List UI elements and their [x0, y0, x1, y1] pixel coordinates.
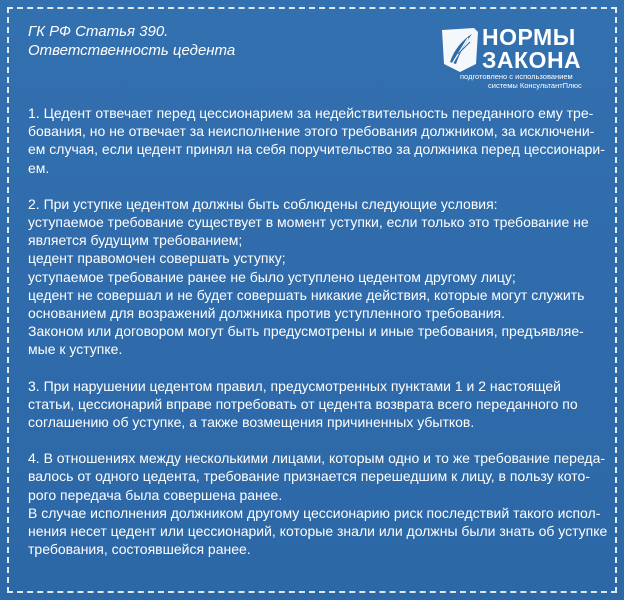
- title-line-2: Ответственность цедента: [28, 42, 236, 59]
- text-line: статьи, цессионарий вправе потребовать от цедента возврата всего переданного по: [28, 395, 578, 412]
- text-line: рого передача была совершена ранее.: [28, 486, 283, 503]
- text-line: 1. Цедент отвечает перед цессионарием за недействительность переданного ему тре-: [28, 105, 594, 121]
- text-line: нения несет цедент или цессионарий, которые знали или должны были знать об уступке: [28, 523, 608, 540]
- text-line: 4. В отношениях между несколькими лицами, которым одно и то же требование переда-: [28, 450, 606, 467]
- logo-word-zakona: ЗАКОНА: [482, 47, 582, 73]
- paragraph-1: [28, 104, 605, 177]
- text-line: цедент правомочен совершать уступку;: [28, 250, 286, 267]
- text-line: В случае исполнения должником другому цессионарию риск последствий такого испол-: [28, 504, 601, 521]
- paragraph-3: [28, 377, 598, 432]
- text-line: уступаемое требование ранее не было уступлено цедентом другому лицу;: [28, 268, 516, 285]
- page-title: [28, 22, 235, 60]
- normy-zakona-logo: [438, 22, 608, 90]
- text-line: 3. При нарушении цедентом правил, предусмотренных пунктами 1 и 2 настоящей: [28, 377, 561, 394]
- paragraph-4: [28, 449, 608, 558]
- text-line: бования, но не отвечает за неисполнение этого требования должником, за исключени-: [28, 123, 595, 140]
- feather-quill-icon: [438, 24, 482, 74]
- text-line: мые к уступке.: [28, 341, 123, 358]
- text-line: Законом или договором могут быть предусмотрены и иные требования, предъявляе-: [28, 323, 584, 340]
- text-line: основанием для возражений должника против уступленного требования.: [28, 305, 505, 322]
- article-body: [28, 104, 608, 576]
- logo-word-normy: НОРМЫ: [482, 24, 576, 50]
- logo-subtitle-2: системы КонсультантПлюс: [488, 81, 582, 90]
- text-line: ем случая, если цедент принял на себя поручительство за должника перед цессионари-: [28, 141, 605, 158]
- text-line: уступаемое требование существует в момент уступки, если только это требование не: [28, 214, 589, 231]
- paragraph-2: [28, 195, 598, 359]
- title-line-1: ГК РФ Статья 390.: [28, 23, 169, 40]
- text-line: 2. При уступке цедентом должны быть соблюдены следующие условия:: [28, 195, 498, 212]
- logo-subtitle-1: подготовлено с использованием: [460, 72, 573, 81]
- text-line: соглашению об уступке, а также возмещения причиненных убытков.: [28, 414, 475, 431]
- text-line: валось от одного цедента, требование признается перешедшим к лицу, в пользу кото-: [28, 468, 590, 485]
- text-line: требования, состоявшейся ранее.: [28, 541, 251, 558]
- text-line: является будущим требованием;: [28, 232, 243, 249]
- text-line: ем.: [28, 159, 50, 176]
- text-line: цедент не совершал и не будет совершать никакие действия, которые могут служить: [28, 286, 585, 303]
